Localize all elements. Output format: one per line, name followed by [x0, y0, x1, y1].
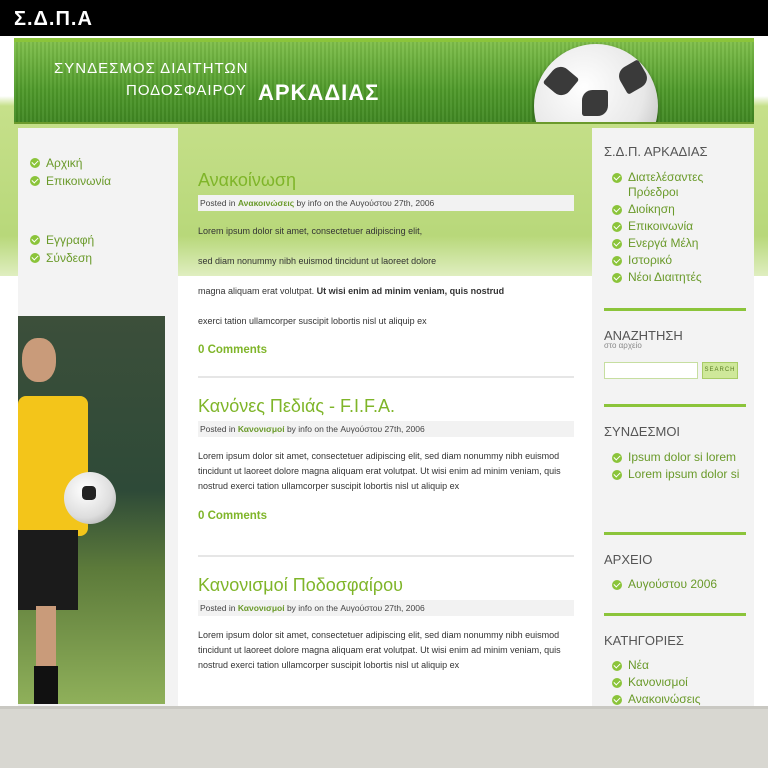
- check-icon: [612, 661, 622, 671]
- post-paragraph: Lorem ipsum dolor sit amet, consectetuer adipiscing elit,: [198, 226, 423, 236]
- banner-text-line3: ΑΡΚΑΔΙΑΣ: [258, 80, 380, 105]
- sidebar-org-list: [612, 170, 754, 287]
- post-paragraph: Lorem ipsum dolor sit amet, consectetuer adipiscing elit, sed diam nonummy nibh euismod tincidunt ut laoreet dolore magna aliquam erat volutpat. Ut wisi enim ad minim veniam, quis nostrud exerci tation ullamcorper suscipit lobortis nisl ut aliquip ex: [198, 630, 561, 670]
- archive-title: ΑΡΧΕΙΟ: [604, 552, 653, 567]
- links-list: [612, 450, 742, 484]
- ball-patch: [582, 90, 608, 116]
- nav-item-contact[interactable]: [30, 172, 111, 190]
- check-icon: [30, 158, 40, 168]
- sidebar-item-label: Νέοι Διαιτητές: [628, 270, 702, 284]
- meta-suffix: by info on the Αυγούστου 27th, 2006: [286, 603, 425, 613]
- banner-text-line1: ΣΥΝΔΕΣΜΟΣ ΔΙΑΙΤΗΤΩΝ: [54, 60, 249, 77]
- soccer-ball-image: [534, 44, 658, 124]
- meta-prefix: Posted in: [200, 424, 236, 434]
- check-icon: [612, 273, 622, 283]
- nav-item-home[interactable]: [30, 154, 111, 172]
- check-icon: [30, 176, 40, 186]
- sidebar-item-label: Κανονισμοί: [628, 675, 688, 689]
- post-title[interactable]: Κανονισμοί Ποδοσφαίρου: [198, 575, 404, 595]
- referee-player-photo: [18, 316, 165, 704]
- meta-prefix: Posted in: [200, 603, 236, 613]
- sidebar-divider: [604, 532, 746, 535]
- categories-list: [612, 658, 701, 709]
- sidebar-org-item[interactable]: [612, 219, 754, 234]
- sidebar-org-item[interactable]: [612, 202, 754, 217]
- photo-head: [22, 338, 56, 382]
- sidebar-item-label: Διοίκηση: [628, 202, 675, 216]
- categories-title: ΚΑΤΗΓΟΡΙΕΣ: [604, 633, 684, 648]
- photo-ball: [64, 472, 116, 524]
- post-divider: [198, 555, 574, 557]
- post-meta: [198, 195, 574, 211]
- post-text-plain: magna aliquam erat volutpat.: [198, 286, 315, 296]
- sidebar-divider: [604, 613, 746, 616]
- post-category-link[interactable]: Κανονισμοί: [237, 603, 285, 613]
- nav-item-register[interactable]: [30, 231, 94, 249]
- search-input[interactable]: [604, 362, 698, 379]
- ball-patch: [543, 63, 580, 100]
- check-icon: [612, 453, 622, 463]
- footer-area: [0, 706, 768, 768]
- sidebar-item-label: Ανακοινώσεις: [628, 692, 701, 706]
- banner-text-line2: ΠΟΔΟΣΦΑΙΡΟΥ: [126, 82, 247, 99]
- check-icon: [612, 678, 622, 688]
- search-title: ΑΝΑΖΗΤΗΣΗ: [604, 328, 683, 343]
- links-item[interactable]: [612, 467, 742, 482]
- check-icon: [30, 253, 40, 263]
- check-icon: [612, 580, 622, 590]
- nav-label: Σύνδεση: [46, 251, 93, 265]
- ball-patch: [614, 122, 647, 124]
- post-paragraph: [198, 284, 576, 299]
- archive-item[interactable]: [612, 577, 717, 592]
- sidebar-org-item[interactable]: [612, 170, 754, 200]
- archive-list: [612, 577, 717, 594]
- post-meta: [198, 600, 574, 616]
- post-football-rules: [198, 575, 576, 673]
- sidebar-org-item[interactable]: [612, 253, 754, 268]
- check-icon: [612, 239, 622, 249]
- photo-shorts: [18, 530, 78, 610]
- comments-link[interactable]: 0 Comments: [198, 344, 268, 356]
- meta-suffix: by info on the Αυγούστου 27th, 2006: [296, 198, 435, 208]
- sidebar-item-label: Ιστορικό: [628, 253, 673, 267]
- check-icon: [612, 256, 622, 266]
- post-field-rules: [198, 396, 576, 522]
- links-title: ΣΥΝΔΕΣΜΟΙ: [604, 424, 681, 439]
- nav-label: Εγγραφή: [46, 233, 95, 247]
- left-nav-account: [30, 231, 94, 267]
- check-icon: [612, 222, 622, 232]
- category-item[interactable]: [612, 692, 701, 707]
- nav-label: Αρχική: [46, 156, 83, 170]
- left-nav-main: [30, 154, 111, 190]
- check-icon: [612, 173, 622, 183]
- post-category-link[interactable]: Κανονισμοί: [237, 424, 285, 434]
- post-meta: [198, 421, 574, 437]
- right-sidebar: [592, 128, 754, 706]
- post-text-bold: Ut wisi enim ad minim veniam, quis nostrud: [316, 286, 505, 296]
- sidebar-divider: [604, 404, 746, 407]
- sidebar-item-label: Ipsum dolor si lorem: [628, 450, 737, 464]
- post-title[interactable]: Ανακοίνωση: [198, 170, 297, 190]
- category-item[interactable]: [612, 658, 701, 673]
- post-category-link[interactable]: Ανακοινώσεις: [237, 198, 295, 208]
- post-divider: [198, 376, 574, 378]
- links-item[interactable]: [612, 450, 742, 465]
- sidebar-org-item[interactable]: [612, 270, 754, 285]
- post-title[interactable]: Κανόνες Πεδιάς - F.I.F.A.: [198, 396, 396, 416]
- sidebar-divider: [604, 308, 746, 311]
- meta-prefix: Posted in: [200, 198, 236, 208]
- sidebar-org-title: Σ.Δ.Π. ΑΡΚΑΔΙΑΣ: [604, 144, 708, 159]
- search-button[interactable]: SEARCH: [702, 362, 738, 379]
- category-item[interactable]: [612, 675, 701, 690]
- check-icon: [612, 205, 622, 215]
- meta-suffix: by info on the Αυγούστου 27th, 2006: [286, 424, 425, 434]
- post-paragraph: Lorem ipsum dolor sit amet, consectetuer adipiscing elit, sed diam nonummy nibh euismod tincidunt ut laoreet dolore magna aliquam erat volutpat. Ut wisi enim ad minim veniam, quis nostrud exerci tation ullamcorper suscipit lobortis nisl ut aliquip ex: [198, 451, 561, 491]
- check-icon: [30, 235, 40, 245]
- sidebar-item-label: Νέα: [628, 658, 649, 672]
- sidebar-item-label: Διατελέσαντες Πρόεδροι: [628, 170, 704, 199]
- photo-sock: [34, 666, 58, 704]
- search-subtitle: στο αρχείο: [604, 341, 642, 350]
- post-body: [198, 628, 576, 673]
- nav-item-login[interactable]: [30, 249, 94, 267]
- check-icon: [612, 695, 622, 705]
- header-banner: [14, 38, 754, 124]
- post-body: [198, 449, 576, 494]
- sidebar-item-label: Επικοινωνία: [628, 219, 694, 233]
- post-paragraph: exerci tation ullamcorper suscipit lobortis nisl ut aliquip ex: [198, 316, 427, 326]
- post-paragraph: sed diam nonummy nibh euismod tincidunt ut laoreet dolore: [198, 256, 437, 266]
- sidebar-item-label: Lorem ipsum dolor si: [628, 467, 740, 481]
- post-body: [198, 224, 576, 329]
- ball-patch: [550, 120, 583, 124]
- post-announcement: [198, 170, 576, 356]
- sidebar-item-label: Αυγούστου 2006: [628, 577, 718, 591]
- check-icon: [612, 470, 622, 480]
- sidebar-item-label: Ενεργά Μέλη: [628, 236, 699, 250]
- comments-link[interactable]: 0 Comments: [198, 510, 268, 522]
- ball-patch: [615, 59, 651, 95]
- sidebar-org-item[interactable]: [612, 236, 754, 251]
- top-bar: [0, 0, 768, 36]
- nav-label: Επικοινωνία: [46, 174, 112, 188]
- site-title[interactable]: Σ.Δ.Π.Α: [14, 8, 93, 30]
